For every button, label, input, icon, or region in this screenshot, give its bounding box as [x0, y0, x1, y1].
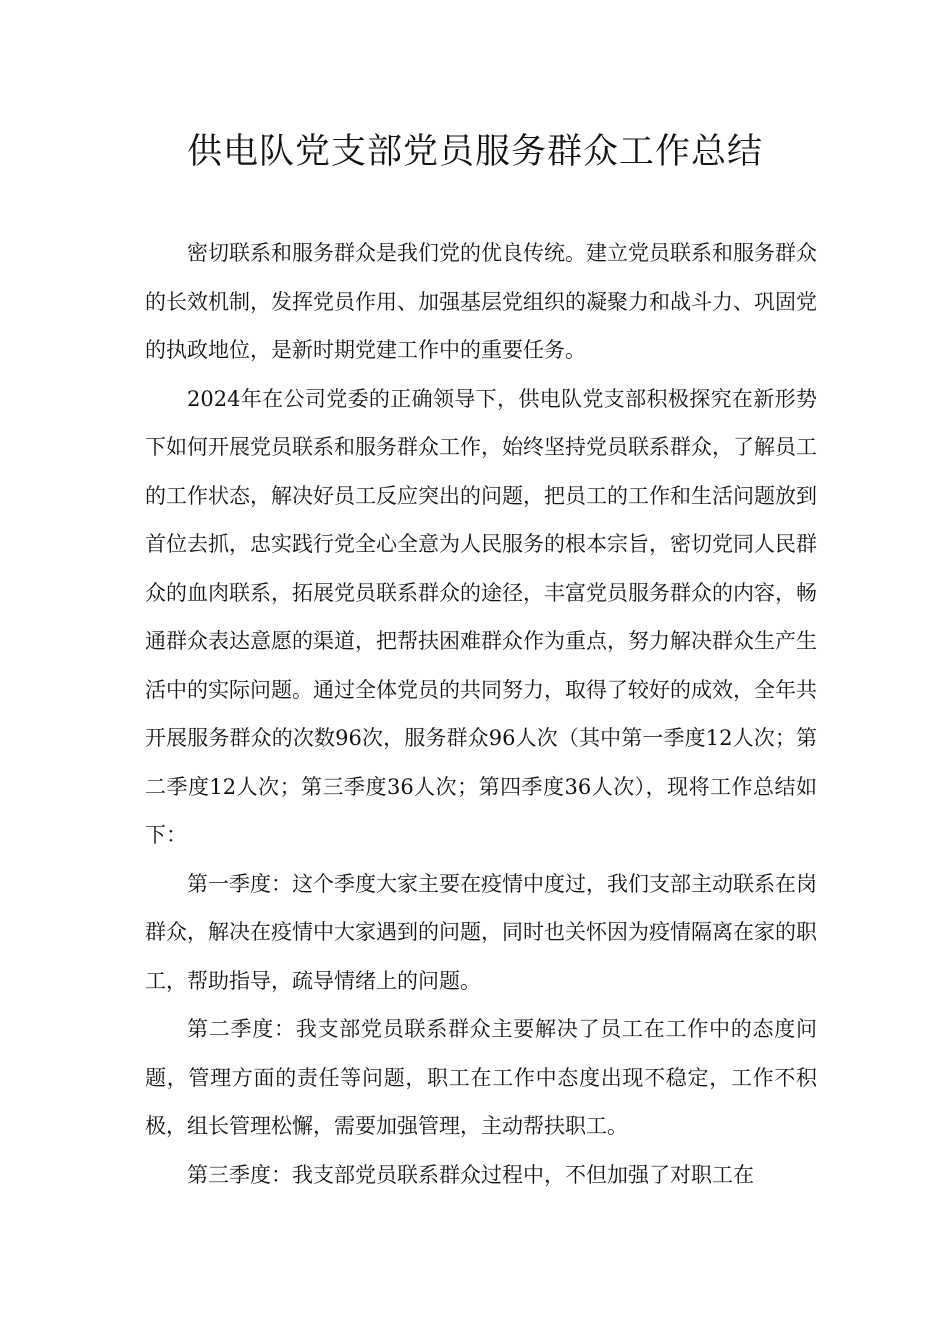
paragraph-overview: 2024年在公司党委的正确领导下，供电队党支部积极探究在新形势下如何开展党员联系和服务群众工作，始终坚持党员联系群众，了解员工的工作状态，解决好员工反应突出的问题，把员工的工作和生活问题放到首位去抓，忠实践行党全心全意为人民服务的根本宗旨，密切党同人民群众的血肉联系，拓展党员联系群众的途径，丰富党员服务群众的内容，畅通群众表达意愿的渠道，把帮扶困难群众作为重点，努力解决群众生产生活中的实际问题。通过全体党员的共同努力，取得了较好的成效，全年共开展服务群众的次数96次，服务群众96人次（其中第一季度12人次；第二季度12人次；第三季度36人次；第四季度36人次），现将工作总结如下： — [145, 386, 817, 847]
paragraph-q1: 第一季度：这个季度大家主要在疫情中度过，我们支部主动联系在岗群众，解决在疫情中大家遇到的问题，同时也关怀因为疫情隔离在家的职工，帮助指导，疏导情绪上的问题。 — [145, 871, 817, 993]
paragraph-q2: 第二季度：我支部党员联系群众主要解决了员工在工作中的态度问题，管理方面的责任等问题，职工在工作中态度出现不稳定，工作不积极，组长管理松懈，需要加强管理，主动帮扶职工。 — [145, 1017, 817, 1138]
paragraph-q3: 第三季度：我支部党员联系群众过程中，不但加强了对职工在 — [187, 1162, 754, 1187]
paragraph-intro: 密切联系和服务群众是我们党的优良传统。建立党员联系和服务群众的长效机制，发挥党员作用、加强基层党组织的凝聚力和战斗力、巩固党的执政地位，是新时期党建工作中的重要任务。 — [145, 241, 817, 362]
document-body — [145, 229, 817, 1199]
document-title: 供电队党支部党员服务群众工作总结 — [186, 132, 763, 172]
